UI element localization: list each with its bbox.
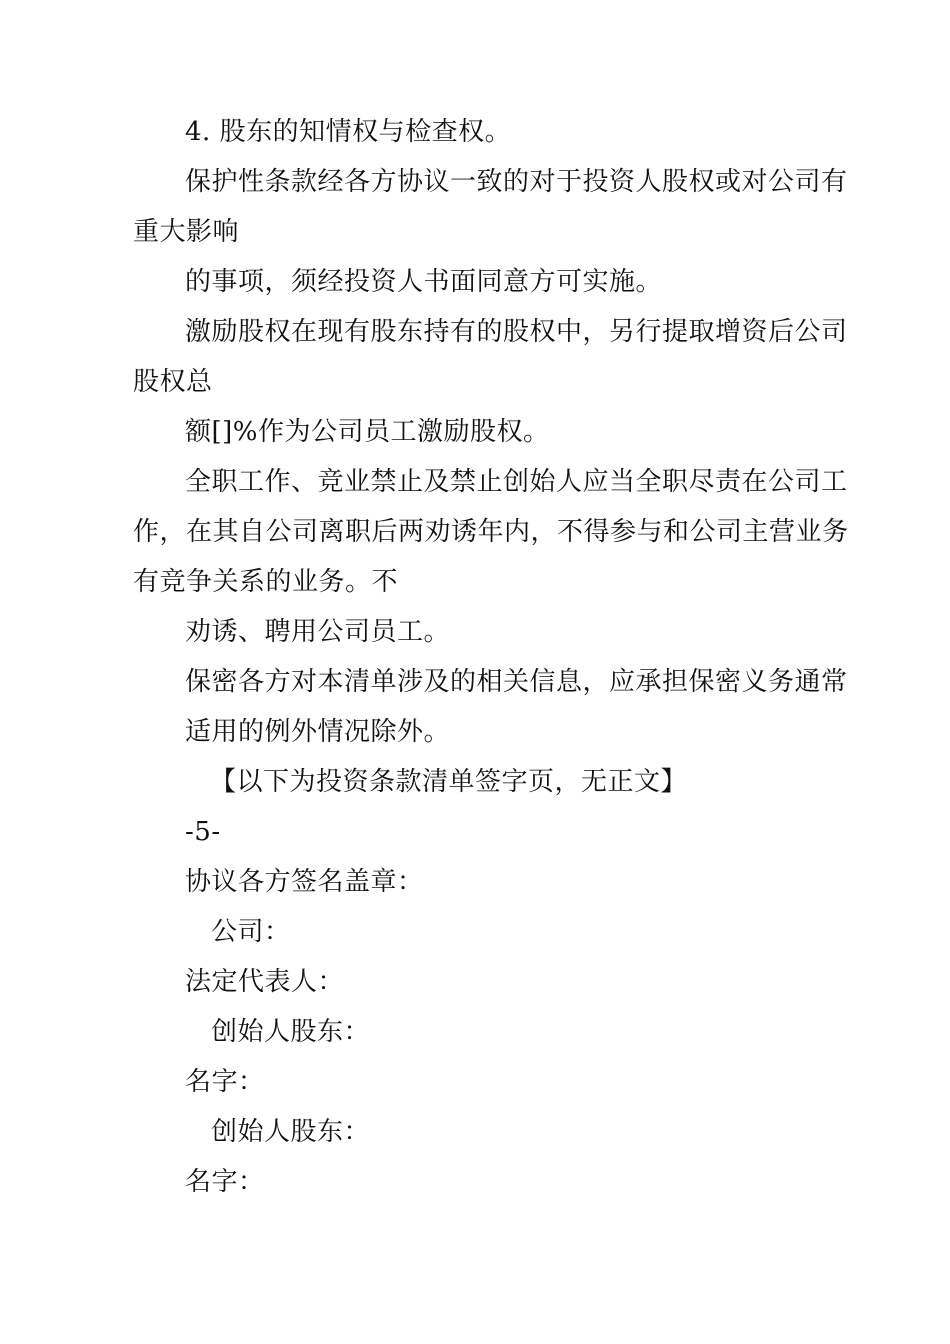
signature-name-label-2: 名字： (185, 1167, 265, 1197)
paragraph-noncompete-line-1: 全职工作、竞业禁止及禁止创始人应当全职尽责在公司工 (185, 467, 848, 497)
page-number: -5- (185, 817, 221, 847)
signature-legal-rep-label: 法定代表人： (185, 967, 345, 997)
signature-company-label: 公司： (211, 917, 291, 947)
signature-heading: 协议各方签名盖章： (185, 867, 424, 897)
paragraph-protective-clause-line-1: 保护性条款经各方协议一致的对于投资人股权或对公司有 (185, 167, 848, 197)
paragraph-incentive-equity-line-1: 激励股权在现有股东持有的股权中，另行提取增资后公司 (185, 317, 848, 347)
section-heading-shareholder-rights: 4. 股东的知情权与检查权。 (185, 117, 512, 147)
paragraph-confidentiality-line-2: 适用的例外情况除外。 (185, 717, 451, 747)
paragraph-noncompete-line-2: 作，在其自公司离职后两劝诱年内，不得参与和公司主营业务 (133, 517, 849, 547)
signature-name-label-1: 名字： (185, 1067, 265, 1097)
paragraph-protective-clause-line-3: 的事项，须经投资人书面同意方可实施。 (185, 267, 663, 297)
paragraph-noncompete-line-3: 有竞争关系的业务。不 (133, 567, 399, 597)
paragraph-confidentiality-line-1: 保密各方对本清单涉及的相关信息，应承担保密义务通常 (185, 667, 848, 697)
paragraph-incentive-equity-line-3: 额[]%作为公司员工激励股权。 (185, 417, 550, 447)
signature-page-notice: 【以下为投资条款清单签字页，无正文】 (210, 767, 688, 797)
signature-founder-label-1: 创始人股东： (211, 1017, 371, 1047)
paragraph-incentive-equity-line-2: 股权总 (133, 367, 213, 397)
signature-founder-label-2: 创始人股东： (211, 1117, 371, 1147)
paragraph-noncompete-line-4: 劝诱、聘用公司员工。 (185, 617, 451, 647)
paragraph-protective-clause-line-2: 重大影响 (133, 217, 240, 247)
